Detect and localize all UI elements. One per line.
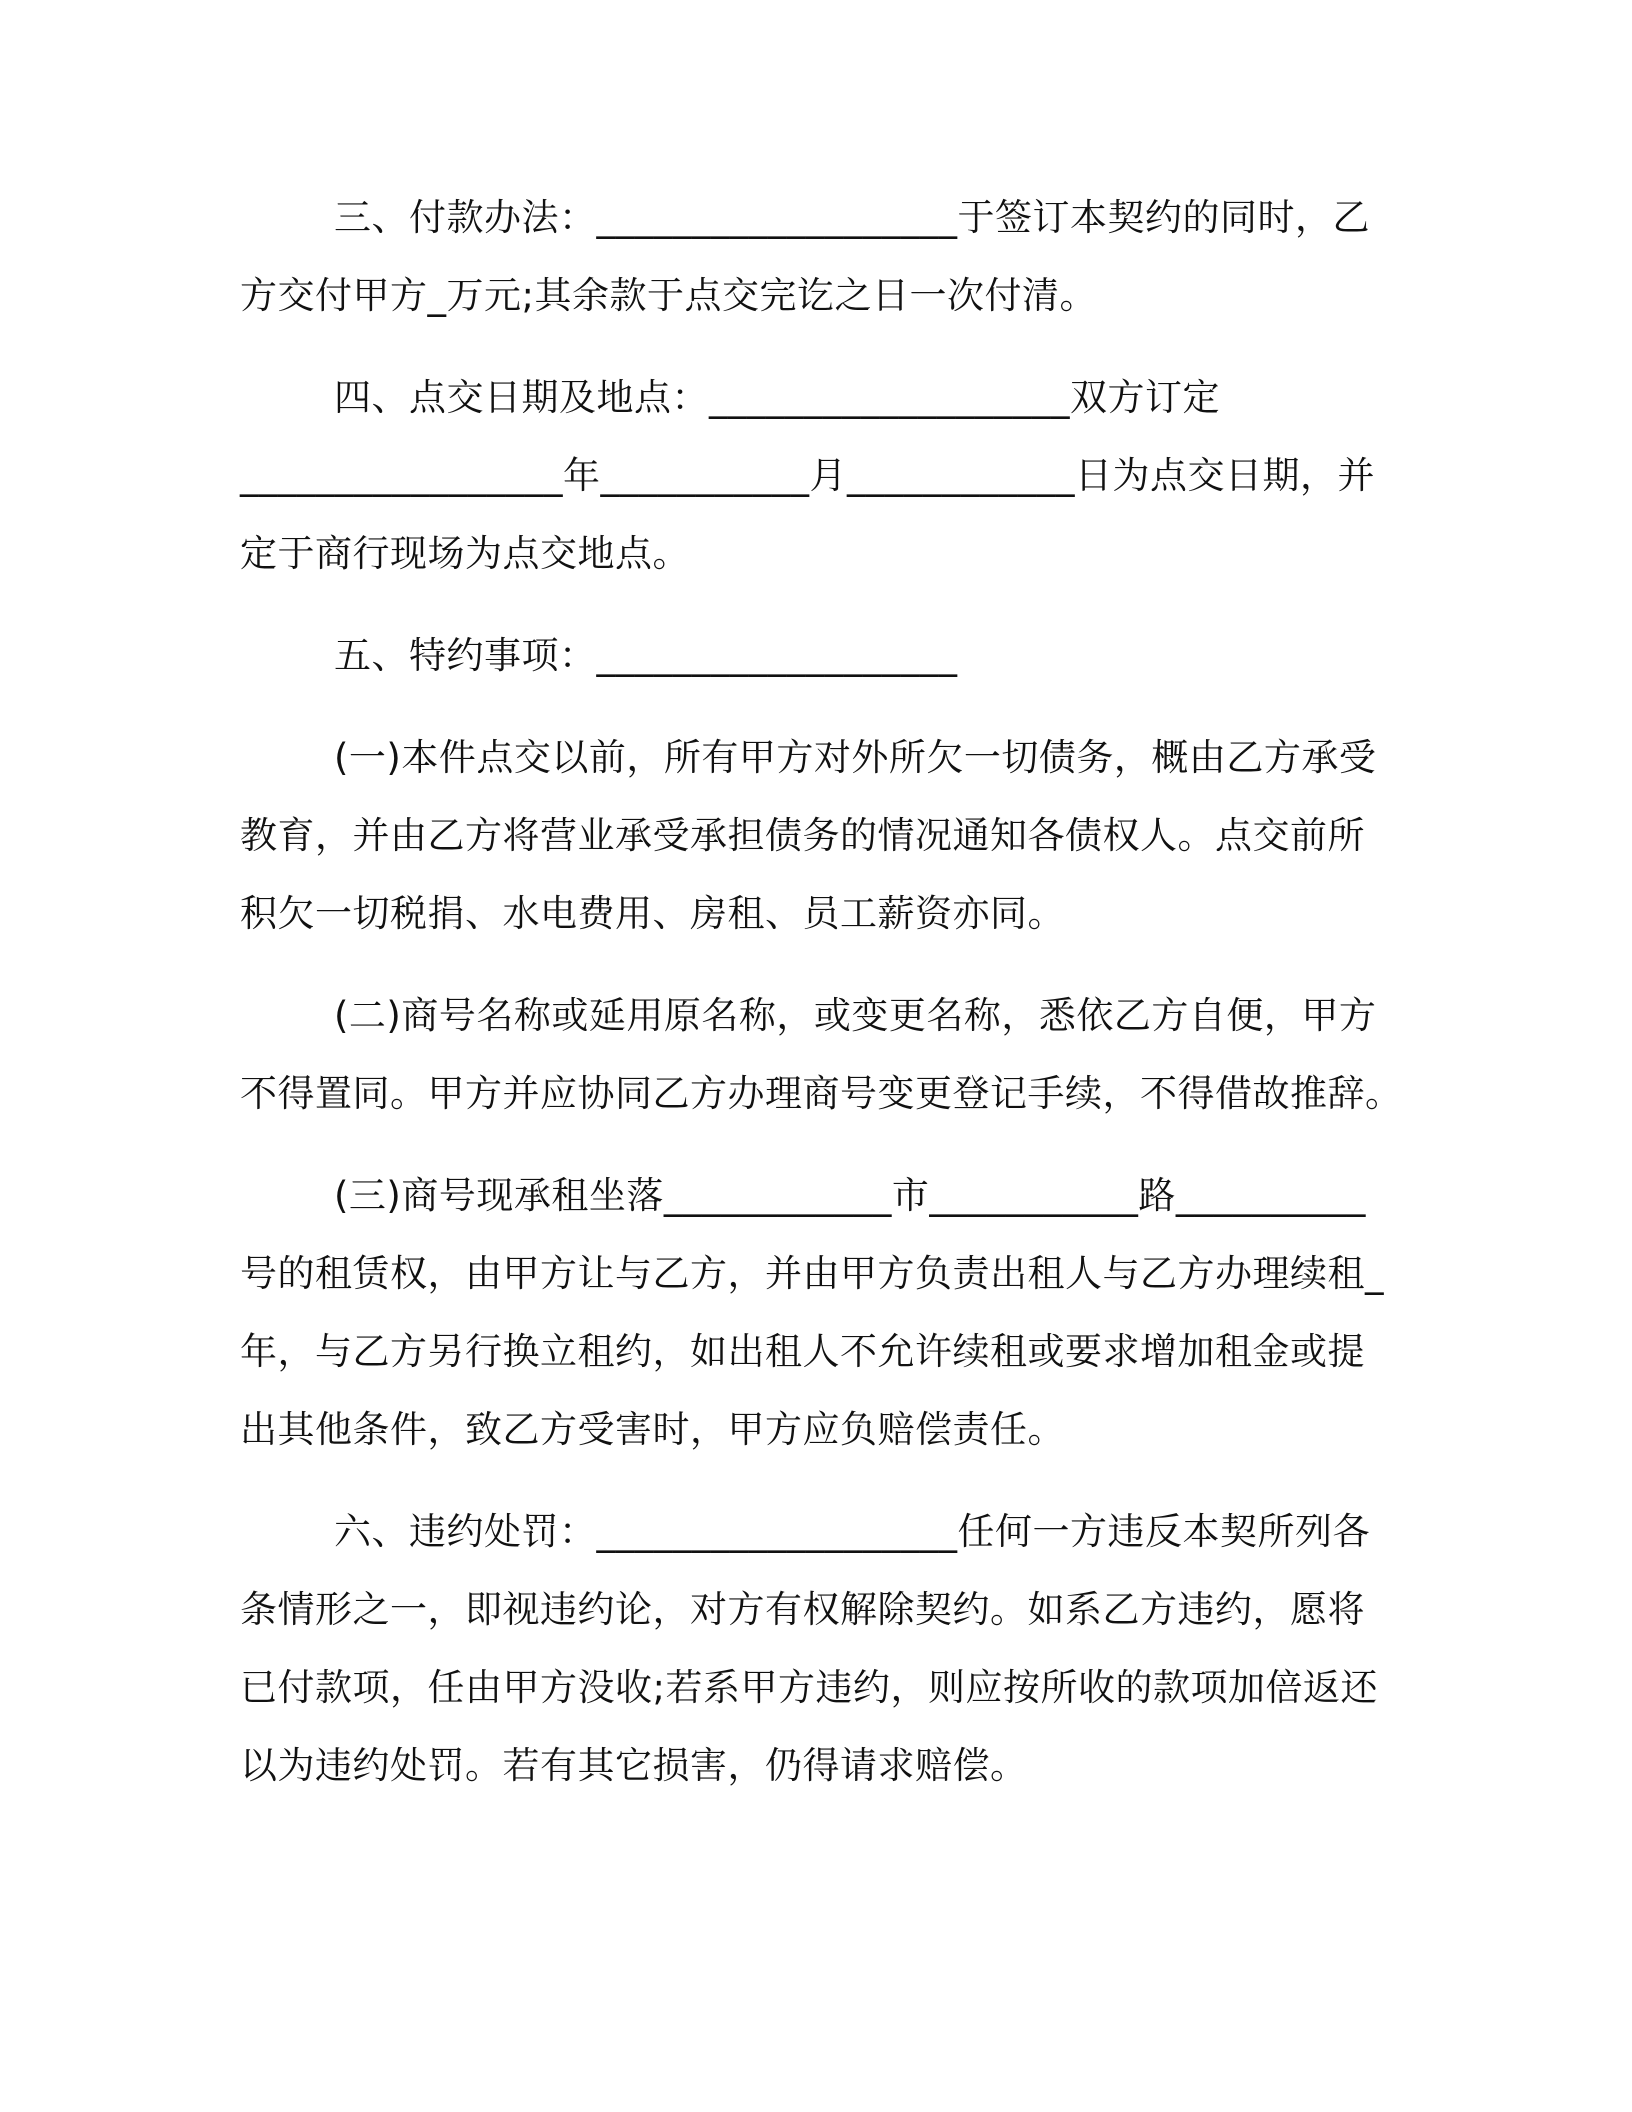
- clause-3-line-3: 年，与乙方另行换立租约，如出租人不允许续租或要求增加租金或提: [240, 1330, 1365, 1373]
- section-6-line-4: 以为违约处罚。若有其它损害，仍得请求赔偿。: [240, 1744, 1028, 1787]
- section-6-line-2: 条情形之一，即视违约论，对方有权解除契约。如系乙方违约，愿将: [240, 1588, 1365, 1631]
- clause-1-line-1: (一)本件点交以前，所有甲方对外所欠一切债务，概由乙方承受: [334, 736, 1377, 779]
- section-4-line-2: _________________年___________月____________日为点交日期，并: [240, 454, 1375, 497]
- section-4-line-1: 四、点交日期及地点：___________________双方订定: [334, 376, 1220, 419]
- clause-3-line-2: 号的租赁权，由甲方让与乙方，并由甲方负责出租人与乙方办理续租_: [240, 1252, 1384, 1295]
- clause-1-line-3: 积欠一切税捐、水电费用、房租、员工薪资亦同。: [240, 892, 1065, 935]
- section-3-line-1: 三、付款办法：___________________于签订本契约的同时，乙: [334, 196, 1370, 239]
- section-6-line-3: 已付款项，任由甲方没收;若系甲方违约，则应按所收的款项加倍返还: [240, 1666, 1378, 1709]
- section-4-line-3: 定于商行现场为点交地点。: [240, 532, 690, 575]
- clause-2-line-2: 不得置同。甲方并应协同乙方办理商号变更登记手续，不得借故推辞。: [240, 1072, 1403, 1115]
- clause-3-line-4: 出其他条件，致乙方受害时，甲方应负赔偿责任。: [240, 1408, 1065, 1451]
- clause-3-line-1: (三)商号现承租坐落____________市___________路__________: [334, 1174, 1366, 1217]
- clause-1-line-2: 教育，并由乙方将营业承受承担债务的情况通知各债权人。点交前所: [240, 814, 1365, 857]
- section-3-line-2: 方交付甲方_万元;其余款于点交完讫之日一次付清。: [240, 274, 1097, 317]
- section-5-heading: 五、特约事项：___________________: [334, 634, 958, 677]
- clause-2-line-1: (二)商号名称或延用原名称，或变更名称，悉依乙方自便，甲方: [334, 994, 1377, 1037]
- section-6-line-1: 六、违约处罚：___________________任何一方违反本契所列各: [334, 1510, 1370, 1553]
